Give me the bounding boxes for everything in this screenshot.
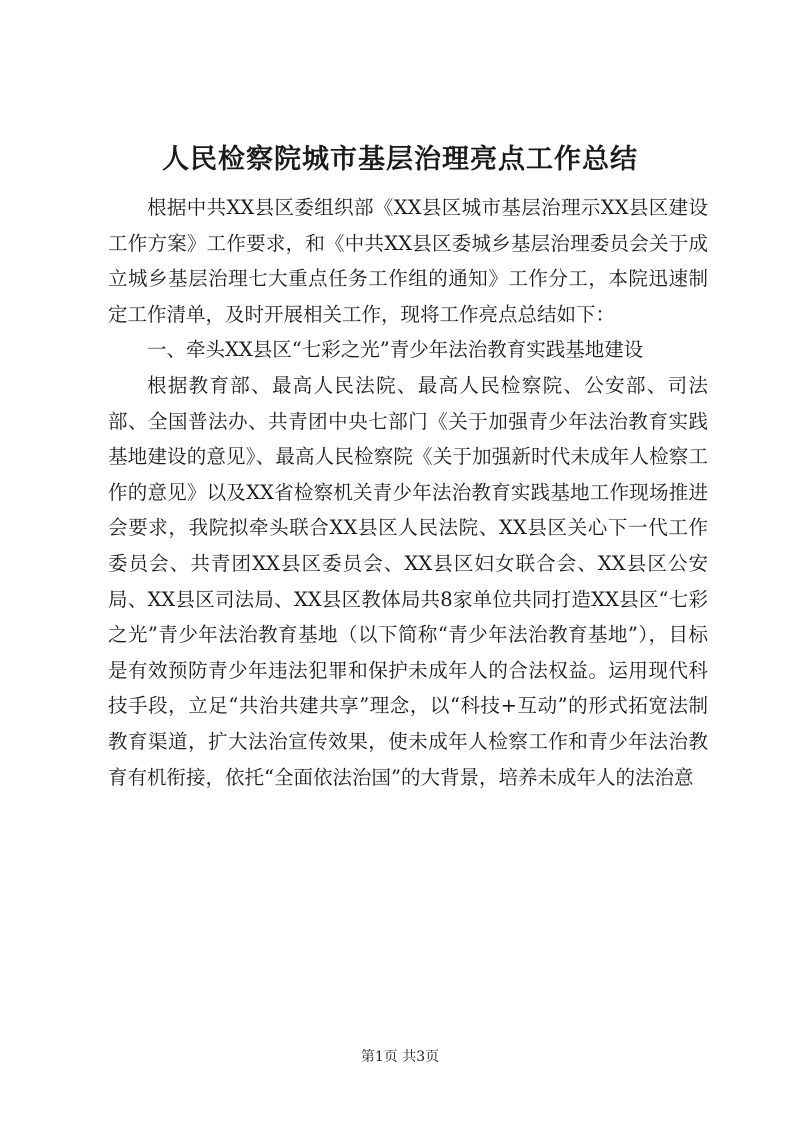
- section-heading-1: 一、牵头XX县区“七彩之光”青少年法治教育实践基地建设: [147, 338, 644, 362]
- paragraph-section-1: 根据教育部、最高人民法院、最高人民检察院、公安部、司法部、全国普法办、共青团中央七部门《关于加强青少年法治教育实践基地建设的意见》、最高人民检察院《关于加强新时代未成年人检察工作的意见》以及XX省检察机关青少年法治教育实践基地工作现场推进会要求，我院拟牵头联合XX县区人民法院、XX县区关心下一代工作委员会、共青团XX县区委员会、XX县区妇女联合会、XX县区公安局、XX县区司法局、XX县区教体局共8家单位共同打造XX县区“七彩之光”青少年法治教育基地（以下简称“青少年法治教育基地”），目标是有效预防青少年违法犯罪和保护未成年人的合法权益。运用现代科技手段，立足“共治共建共享”理念，以“科技+互动”的形式拓宽法制教育渠道，扩大法治宣传效果，使未成年人检察工作和青少年法治教育有机衔接，依托“全面依法治国”的大背景，培养未成年人的法治意: [108, 373, 708, 789]
- page-footer: 第1页 共3页: [360, 1049, 440, 1065]
- paragraph-intro: 根据中共XX县区委组织部《XX县区城市基层治理示XX县区建设工作方案》工作要求，和《中共XX县区委城乡基层治理委员会关于成立城乡基层治理七大重点任务工作组的通知》工作分工，本院迅速制定工作清单，及时开展相关工作，现将工作亮点总结如下：: [108, 196, 708, 326]
- document-title: 人民检察院城市基层治理亮点工作总结: [162, 144, 638, 175]
- document-body: [108, 190, 708, 795]
